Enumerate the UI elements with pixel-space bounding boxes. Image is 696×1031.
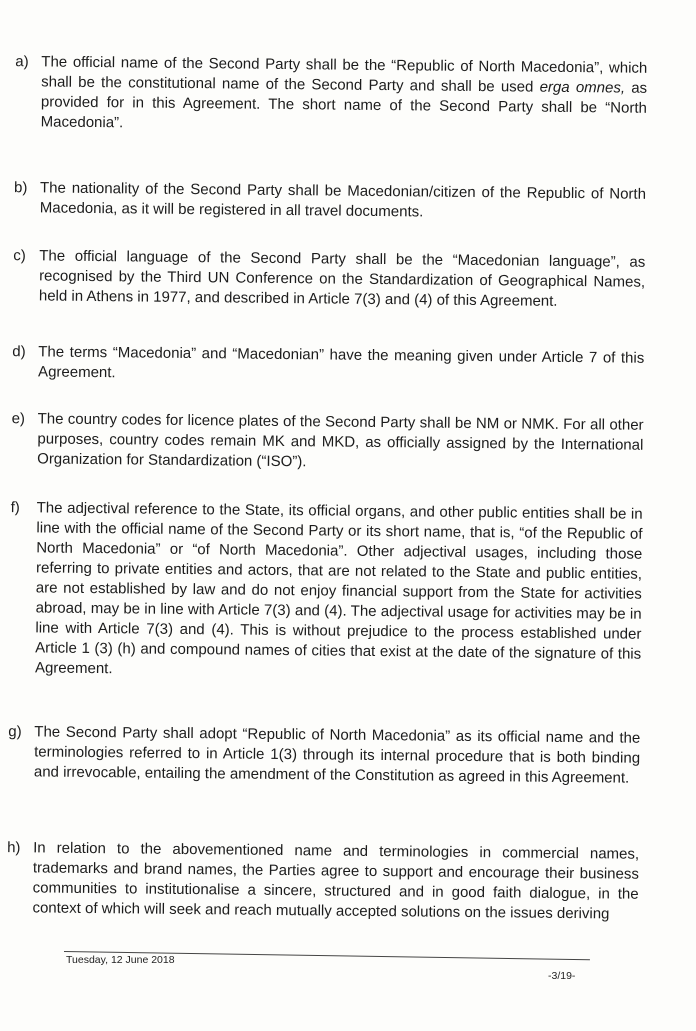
clause-h [6, 838, 639, 925]
clause-text: The country codes for licence plates of the Second Party shall be NM or NMK. For all other purposes, country codes remain MK and MKD, as officially assigned by the International Organization for Standardization (“ISO”). [37, 410, 644, 471]
clause-c [13, 246, 646, 313]
clause-b [14, 178, 646, 225]
clause-text: The nationality of the Second Party shall be Macedonian/citizen of the Republic of North Macedonia, as it will be registered in all travel documents. [39, 179, 647, 221]
clause-label: b) [13, 179, 28, 197]
clause-text: The terms “Macedonia” and “Macedonian” have the meaning given under Article 7 of this Agreement. [38, 343, 645, 382]
clause-e [11, 409, 644, 476]
latin-term: erga omnes, [539, 78, 626, 97]
clause-text: The Second Party shall adopt “Republic of North Macedonia” as its official name and the terminologies referred to in Article 1(3) through its internal procedure that is both binding and irrevocable, entailing the amendment of the Constitution as agreed in this Agreement. [33, 723, 641, 787]
clause-text: In relation to the abovementioned name and terminologies in commercial names, trademarks and brand names, the Parties agree to support and encourage their business communities to institutionalise a sincere, structured and in good faith dialogue, in the context of which will seek and reach mutually accepted solutions on the issues deriving [32, 839, 640, 923]
clause-f [9, 498, 643, 685]
page-number: -3/19- [548, 970, 576, 982]
footer-date: Tuesday, 12 June 2018 [66, 954, 175, 966]
clause-label: a) [15, 53, 29, 71]
clause-text: The official language of the Second Party shall be the “Macedonian language”, as recognised by the Third UN Conference on the Standardization of Geographical Names, held in Athens in 1977, and described in Article 7(3) and (4) of this Agreement. [38, 247, 646, 310]
clause-label: d) [12, 343, 26, 361]
clause-label: e) [11, 410, 26, 428]
clause-text: The adjectival reference to the State, its official organs, and other public entities shall be in line with the official name of the Second Party or its short name, that is, “of the Republic of North Macedonia” or “of North Macedonia”. Other adjectival usages, including those referring to private entities and actors, that are not related to the State and public entities, are not established by law and do not enjoy financial support from the State for activities abroad, may be in line with Article 7(3) and (4). The adjectival usage for activities may be in line with Article 7(3) and (4). This is without prejudice to the process established under Article 1 (3) (h) and compound names of cities that exist at the date of the signature of this Agreement. [34, 499, 643, 678]
clause-g [8, 722, 641, 789]
clause-d [12, 342, 644, 389]
clause-label: g) [8, 723, 22, 741]
clause-label: h) [7, 839, 21, 857]
clause-label: c) [13, 247, 26, 265]
clause-text: The official name of the Second Party shall be the “Republic of North Macedonia”, which shall be the constitutional name of the Second Party and shall be used erga omnes, as provided for in this Agreement. The short name of the Second Party shall be “North Macedonia”. [40, 53, 648, 132]
clause-label: f) [10, 499, 20, 517]
clause-a [15, 52, 648, 139]
